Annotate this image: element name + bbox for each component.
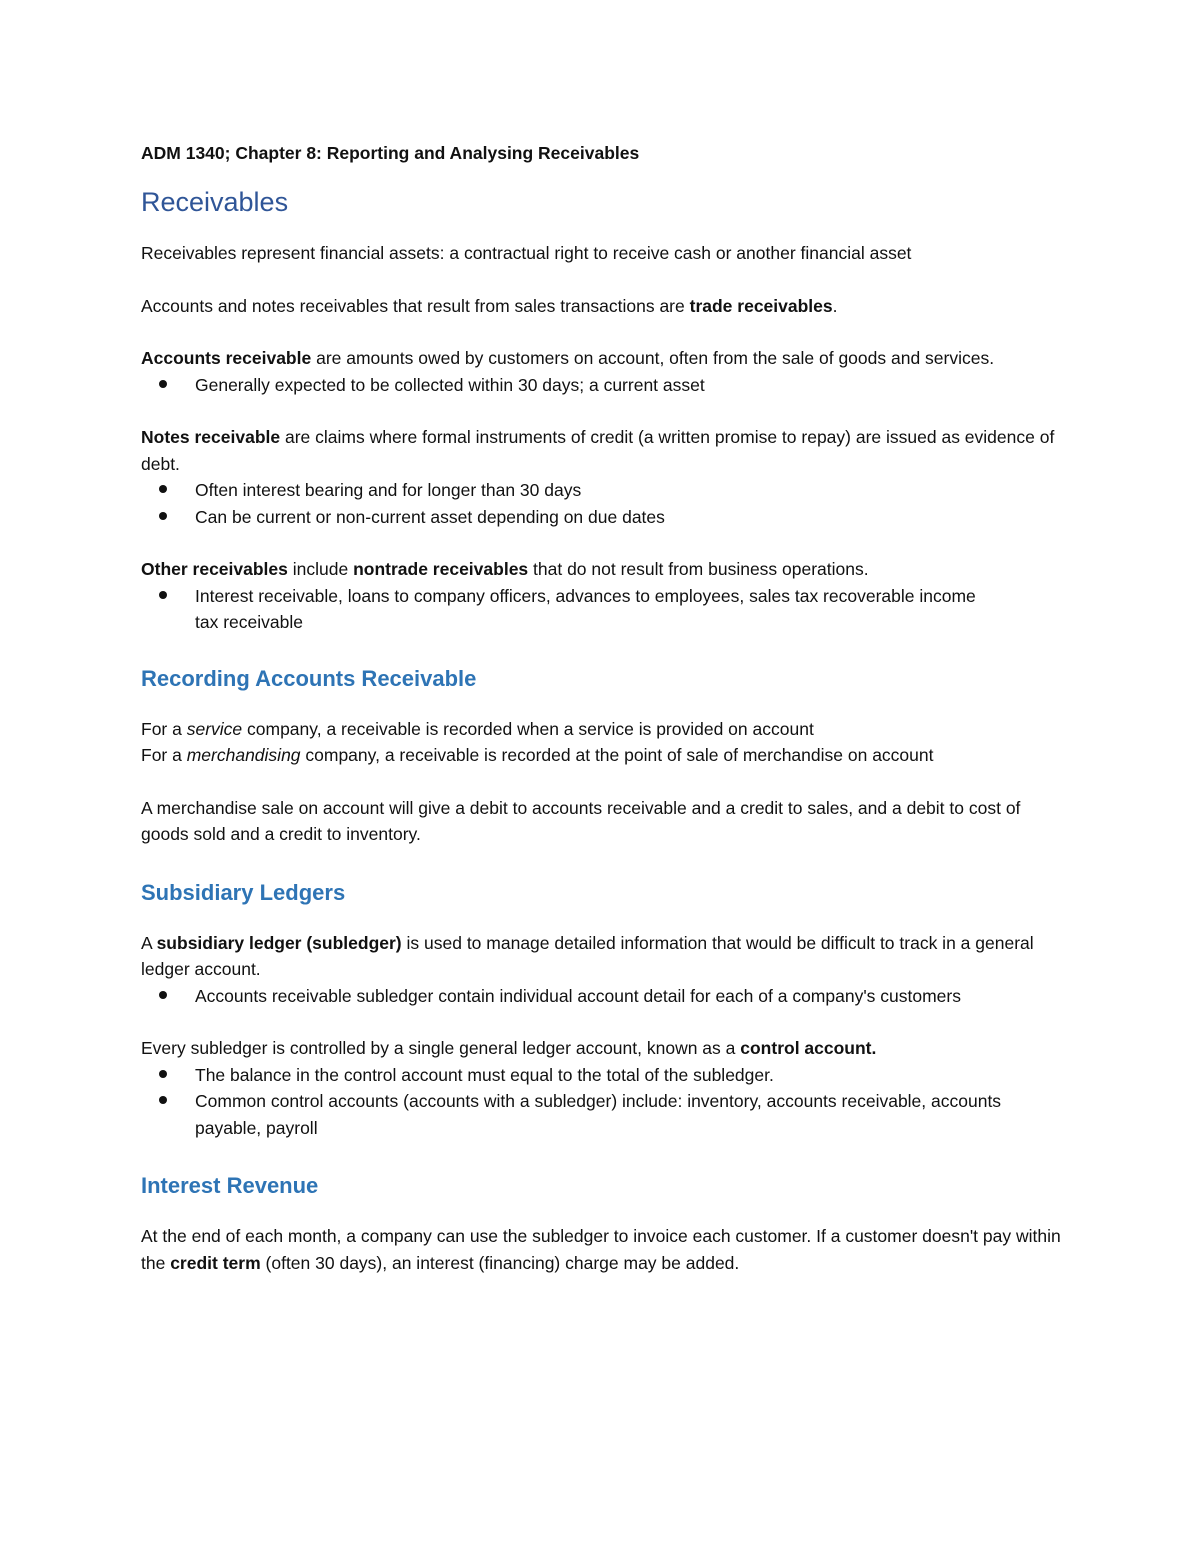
term-trade-receivables: trade receivables <box>689 295 833 316</box>
paragraph-merchandise-sale: A merchandise sale on account will give a debit to accounts receivable and a credit to sales, and a debit to cost of goods sold and a credit to inventory. <box>141 797 1021 844</box>
text-segment: include <box>287 559 354 579</box>
term-other-receivables: Other receivables <box>141 559 288 579</box>
paragraph-trade-receivables <box>141 293 1071 320</box>
term-subsidiary-ledger: subsidiary ledger (subledger) <box>156 932 402 953</box>
list-item-text: Can be current or non-current asset depending on due dates <box>195 506 665 527</box>
list-item <box>141 1062 1071 1089</box>
text-segment: is used to manage detailed information that would be difficult to track in a general ledger account. <box>141 932 1034 979</box>
text-segment: Accounts and notes receivables that result from sales transactions are <box>141 295 690 316</box>
bullet-icon <box>159 991 167 999</box>
text-segment: For a <box>141 718 187 739</box>
term-credit-term: credit term <box>170 1252 261 1273</box>
text-segment: that do not result from business operations. <box>528 559 869 579</box>
document-title: ADM 1340; Chapter 8: Reporting and Analysing Receivables <box>141 143 640 163</box>
list-item <box>141 372 1071 399</box>
bullet-list-subsidiary-ledger <box>141 983 1071 1010</box>
heading-receivables: Receivables <box>141 187 289 217</box>
bullet-icon <box>159 485 167 493</box>
text-segment: are amounts owed by customers on account, often from the sale of goods and services. <box>311 348 995 368</box>
term-service: service <box>186 718 243 739</box>
list-item-text: Accounts receivable subledger contain individual account detail for each of a company's customers <box>195 985 961 1006</box>
paragraph-accounts-receivable <box>141 345 1071 372</box>
bullet-list-other-receivables <box>141 583 1071 636</box>
term-accounts-receivable: Accounts receivable <box>141 348 312 368</box>
term-nontrade-receivables: nontrade receivables <box>353 559 529 579</box>
paragraph-receivables-definition: Receivables represent financial assets: a contractual right to receive cash or another financial asset <box>141 243 912 263</box>
bullet-list-control-account <box>141 1062 1071 1142</box>
list-item-text: Common control accounts (accounts with a subledger) include: inventory, accounts receivable, accounts payable, payroll <box>195 1091 1002 1138</box>
line-merchandising-company <box>141 742 1071 769</box>
heading-interest-revenue: Interest Revenue <box>141 1173 319 1198</box>
bullet-icon <box>159 1070 167 1078</box>
text-segment: For a <box>141 745 187 765</box>
paragraph-notes-receivable <box>141 424 1071 477</box>
bullet-icon <box>159 1096 167 1104</box>
list-item <box>141 583 1071 636</box>
line-service-company <box>141 716 1071 743</box>
bullet-list-accounts-receivable <box>141 372 1071 399</box>
list-item-text: Generally expected to be collected within 30 days; a current asset <box>195 374 705 395</box>
list-item-text: Often interest bearing and for longer than 30 days <box>195 480 582 500</box>
paragraph-control-account <box>141 1035 1071 1062</box>
paragraph-subsidiary-ledger <box>141 930 1071 983</box>
bullet-icon <box>159 380 167 388</box>
paragraph-interest-revenue <box>141 1223 1071 1276</box>
term-merchandising: merchandising <box>186 745 301 765</box>
heading-subsidiary-ledgers: Subsidiary Ledgers <box>141 879 346 905</box>
text-segment: company, a receivable is recorded at the point of sale of merchandise on account <box>300 745 934 765</box>
text-segment: (often 30 days), an interest (financing) charge may be added. <box>260 1252 740 1273</box>
text-segment: A <box>141 932 157 953</box>
list-item-text: Interest receivable, loans to company officers, advances to employees, sales tax recoverable income tax receivable <box>195 585 976 632</box>
list-item <box>141 1088 1071 1141</box>
text-segment: company, a receivable is recorded when a service is provided on account <box>242 718 814 739</box>
text-segment: At the end of each month, a company can use the subledger to invoice each customer. If a customer doesn't pay within the <box>141 1226 1061 1273</box>
list-item <box>141 477 1071 504</box>
term-control-account: control account. <box>740 1038 877 1058</box>
bullet-list-notes-receivable <box>141 477 1071 530</box>
paragraph-other-receivables <box>141 556 1071 583</box>
heading-recording-accounts-receivable: Recording Accounts Receivable <box>141 665 477 691</box>
list-item <box>141 504 1071 531</box>
document-page <box>141 140 1071 1302</box>
list-item <box>141 983 1071 1010</box>
term-notes-receivable: Notes receivable <box>141 427 281 447</box>
bullet-icon <box>159 591 167 599</box>
text-segment: are claims where formal instruments of credit (a written promise to repay) are issued as evidence of debt. <box>141 427 1055 474</box>
list-item-text: The balance in the control account must equal to the total of the subledger. <box>195 1064 774 1085</box>
bullet-icon <box>159 512 167 520</box>
paragraph-recording-rules <box>141 716 1071 769</box>
text-segment: . <box>832 295 838 316</box>
text-segment: Every subledger is controlled by a single general ledger account, known as a <box>141 1038 741 1058</box>
